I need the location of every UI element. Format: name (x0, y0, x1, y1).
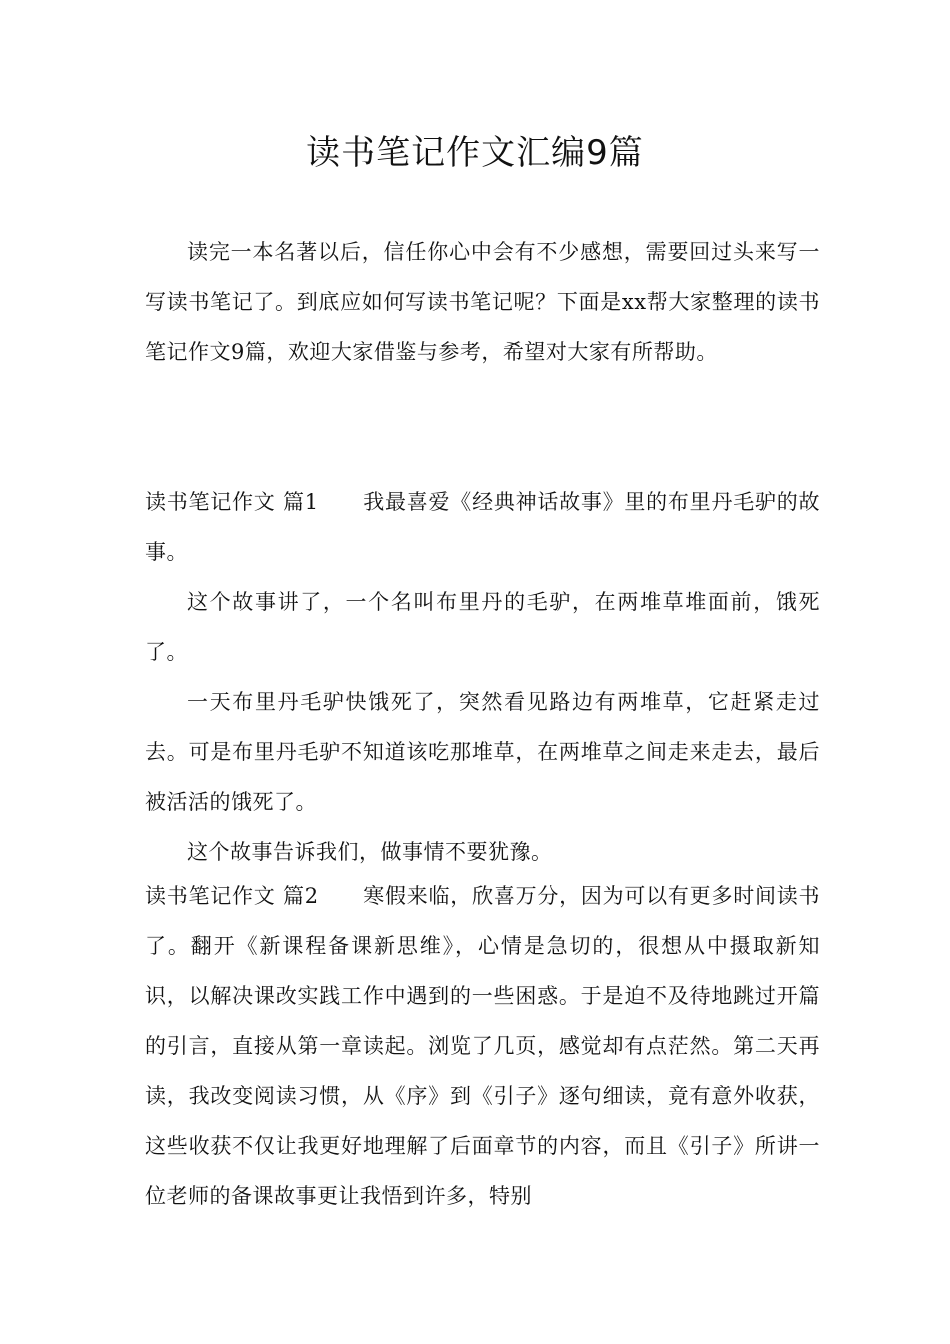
section-2-lead: 寒假来临，欣喜万分，因为可以有更多时间读书了。翻开《新课程备课新思维》，心情是急切的，很想从中摄取新知识，以解决课改实践工作中遇到的一些困惑。于是迫不及待地跳过开篇的引言，直接从第一章读起。浏览了几页，感觉却有点茫然。第二天再读，我改变阅读习惯，从《序》到《引子》逐句细读，竟有意外收获，这些收获不仅让我更好地理解了后面章节的内容，而且《引子》所讲一位老师的备课故事更让我悟到许多，特别 (145, 884, 820, 1208)
section-1-first-paragraph (145, 477, 820, 577)
intro-paragraph: 读完一本名著以后，信任你心中会有不少感想，需要回过头来写一写读书笔记了。到底应如何写读书笔记呢？下面是xx帮大家整理的读书笔记作文9篇，欢迎大家借鉴与参考，希望对大家有所帮助。 (145, 240, 820, 364)
section-2-heading: 读书笔记作文 篇2 (145, 884, 319, 908)
section-1 (145, 477, 820, 877)
section-2 (145, 871, 820, 1221)
section-1-lead: 我最喜爱《经典神话故事》里的布里丹毛驴的故事。 (145, 490, 820, 564)
section-2-first-paragraph (145, 871, 820, 1221)
section-1-heading: 读书笔记作文 篇1 (145, 490, 319, 514)
section-1-paragraph-2: 一天布里丹毛驴快饿死了，突然看见路边有两堆草，它赶紧走过去。可是布里丹毛驴不知道该吃那堆草，在两堆草之间走来走去，最后被活活的饿死了。 (145, 690, 820, 814)
intro-block (145, 227, 820, 377)
document-title: 读书笔记作文汇编9篇 (306, 133, 644, 173)
section-1-paragraph-3: 这个故事告诉我们，做事情不要犹豫。 (187, 840, 553, 864)
section-1-paragraph-1: 这个故事讲了，一个名叫布里丹的毛驴，在两堆草堆面前，饿死了。 (145, 590, 820, 664)
